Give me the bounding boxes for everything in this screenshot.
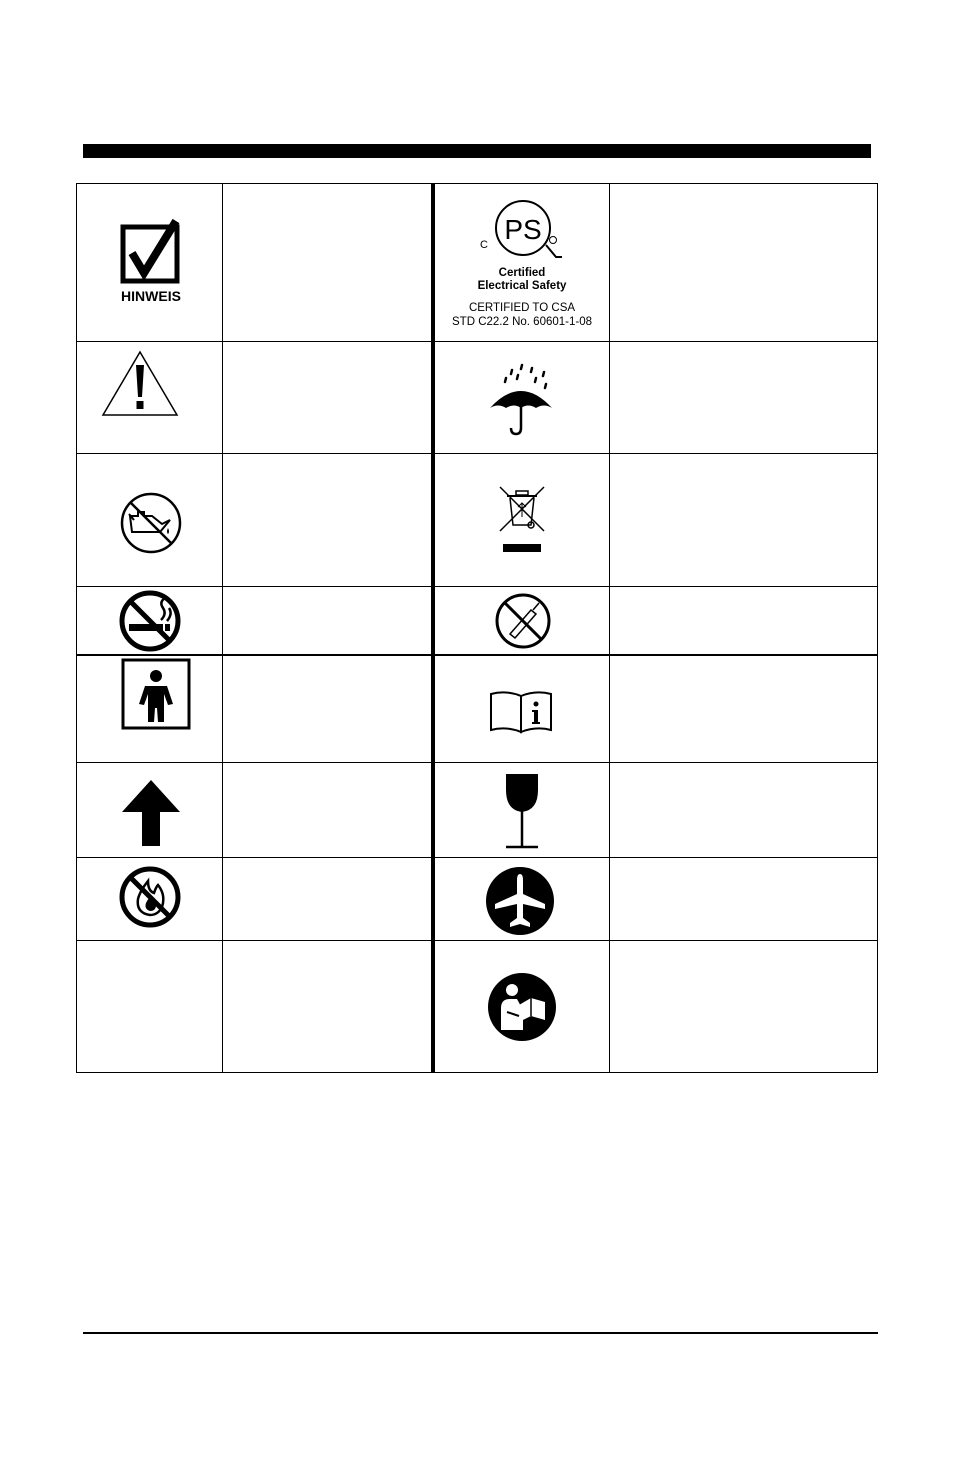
weee-crossed-bin-icon [496,485,548,557]
read-manual-icon [487,972,557,1042]
csa-standard-line: STD C22.2 No. 60601-1-08 [452,316,592,328]
csa-mark-letters: PS [504,214,542,245]
csa-certified-line: Certified [498,267,546,279]
no-open-flame-icon [118,865,182,929]
csa-prefix: C [480,239,488,251]
notice-label: HINWEIS [121,288,181,304]
header-rule [83,144,871,158]
footer-rule [83,1332,878,1334]
csa-certified-to-line: CERTIFIED TO CSA [468,302,576,314]
no-oil-icon [118,490,184,556]
notice-check-icon [106,215,196,310]
csa-electrical-safety-line: Electrical Safety [477,280,567,292]
no-smoking-icon [117,588,183,654]
csa-certification-mark [470,195,574,265]
type-bf-applied-part-icon [121,658,191,730]
airplane-icon [485,866,555,936]
consult-instructions-icon [488,688,554,734]
no-tools-icon [493,592,553,650]
warning-triangle-icon [100,349,180,419]
fragile-glass-icon [502,772,542,850]
keep-dry-umbrella-icon [484,360,558,436]
this-way-up-arrow-icon [120,778,182,848]
